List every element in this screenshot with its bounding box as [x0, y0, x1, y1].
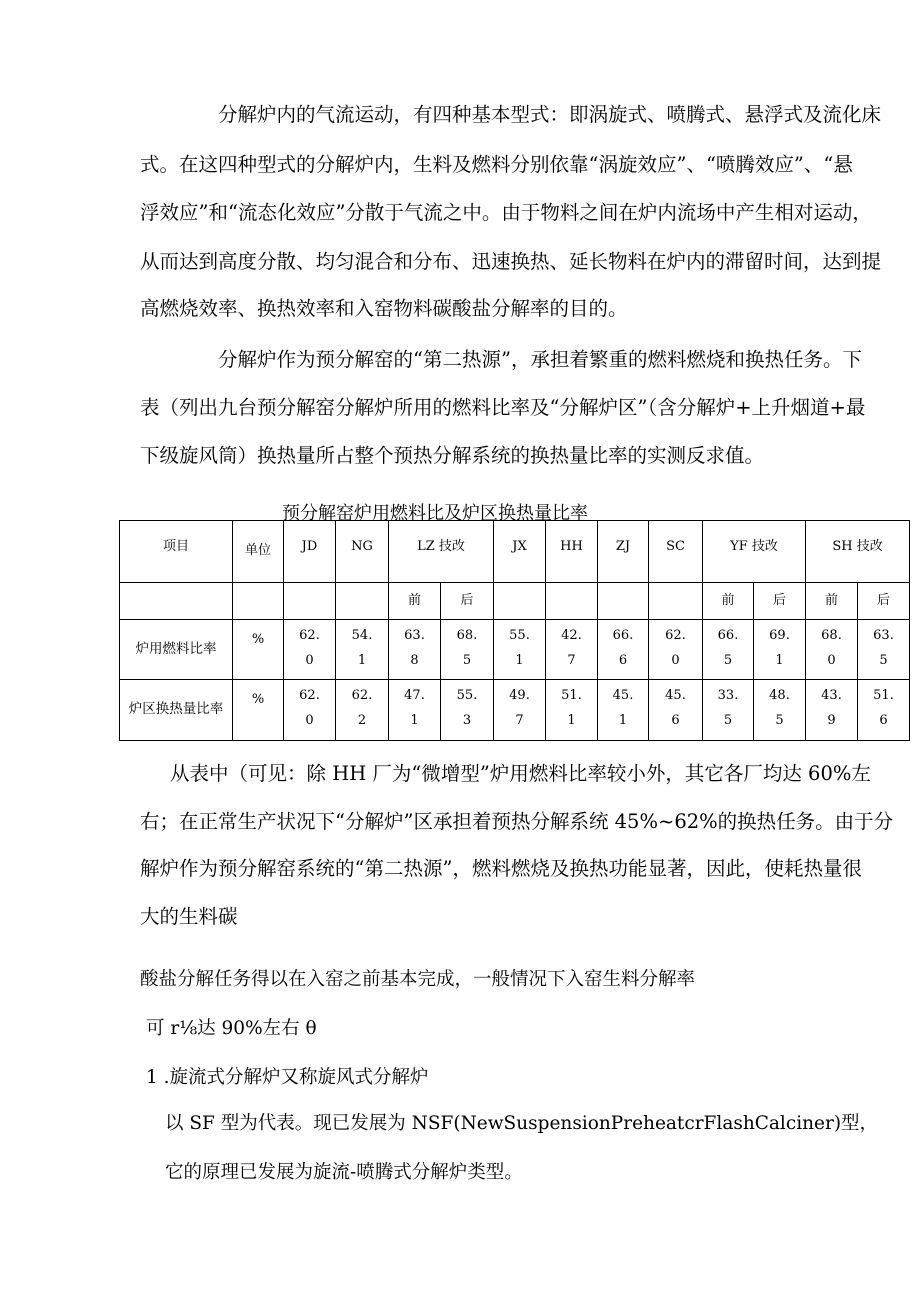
value-cell: 55. 1	[494, 620, 546, 680]
table-header-row	[120, 521, 920, 583]
paragraph3-line-4: 大的生料碳	[140, 905, 238, 928]
sub-empty	[649, 583, 703, 620]
value-cell: 48. 5	[754, 680, 806, 741]
paragraph4-line-1: 酸盐分解任务得以在入窑之前基本完成，一般情况下入窑生料分解率	[140, 969, 696, 990]
section-heading: 1 .旋流式分解炉又称旋风式分解炉	[146, 1067, 429, 1088]
sub-empty	[494, 583, 546, 620]
sub-empty	[284, 583, 336, 620]
paragraph3-line-3: 解炉作为预分解窑系统的“第二热源”，燃料燃烧及换热功能显著，因此，使耗热量很	[140, 857, 862, 880]
sub-empty	[546, 583, 598, 620]
value-cell: 49. 7	[494, 680, 546, 741]
value-cell: 69. 1	[754, 620, 806, 680]
sub-empty	[598, 583, 649, 620]
value-cell: 55. 3	[441, 680, 494, 741]
header-plant-yf: YF 技改	[703, 521, 806, 583]
header-plant-ng: NG	[336, 521, 389, 583]
paragraph3-line-2: 右；在正常生产状况下“分解炉”区承担着预热分解系统 45%~62%的换热任务。由于分	[140, 810, 894, 833]
value-cell: 54. 1	[336, 620, 389, 680]
value-cell: 62. 0	[284, 620, 336, 680]
paragraph1-line-2: 式。在这四种型式的分解炉内，生料及燃料分别依靠“涡旋效应”、“喷腾效应”、“悬	[140, 153, 853, 176]
paragraph1-line-5: 高燃烧效率、换热效率和入窑物料碳酸盐分解率的目的。	[140, 297, 628, 320]
value-cell: 62. 0	[649, 620, 703, 680]
data-table	[119, 520, 920, 741]
header-plant-sh: SH 技改	[806, 521, 910, 583]
header-plant-hh: HH	[546, 521, 598, 583]
value-cell: 45. 6	[649, 680, 703, 741]
sub-empty	[336, 583, 389, 620]
value-cell: 51. 1	[546, 680, 598, 741]
value-cell: 42. 7	[546, 620, 598, 680]
section-line-1: 以 SF 型为代表。现已发展为 NSF(NewSuspensionPreheatcrFlashCalciner)型，	[165, 1113, 879, 1134]
value-cell: 68. 5	[441, 620, 494, 680]
sub-before-yf: 前	[703, 583, 754, 620]
table-row-fuel	[120, 620, 920, 680]
value-cell: 45. 1	[598, 680, 649, 741]
value-cell: 63. 8	[389, 620, 441, 680]
header-unit: 单位	[233, 521, 284, 583]
value-cell: 68. 0	[806, 620, 858, 680]
row-label: 炉区换热量比率	[120, 680, 233, 741]
value-cell: 66. 6	[598, 620, 649, 680]
row-label: 炉用燃料比率	[120, 620, 233, 680]
paragraph1-line-3: 浮效应”和“流态化效应”分散于气流之中。由于物料之间在炉内流场中产生相对运动，	[140, 201, 872, 224]
section-line-2: 它的原理已发展为旋流-喷腾式分解炉类型。	[165, 1162, 523, 1183]
header-plant-jx: JX	[494, 521, 546, 583]
paragraph2-line-1: 分解炉作为预分解窑的“第二热源”，承担着繁重的燃料燃烧和换热任务。下	[218, 348, 862, 371]
table-caption: 预分解窑炉用燃料比及炉区换热量比率	[282, 503, 588, 524]
row-unit: %	[233, 680, 284, 741]
header-plant-lz: LZ 技改	[389, 521, 494, 583]
value-cell: 47. 1	[389, 680, 441, 741]
table-subheader-row	[120, 583, 920, 620]
paragraph1-line-4: 从而达到高度分散、均匀混合和分布、迅速换热、延长物料在炉内的滞留时间，达到提	[140, 250, 882, 273]
paragraph2-line-2: 表（列出九台预分解窑分解炉所用的燃料比率及“分解炉区”（含分解炉+上升烟道+最	[140, 396, 866, 419]
value-cell: 33. 5	[703, 680, 754, 741]
sub-after-yf: 后	[754, 583, 806, 620]
sub-after-lz: 后	[441, 583, 494, 620]
table-row-heat	[120, 680, 920, 741]
sub-empty	[233, 583, 284, 620]
header-plant-jd: JD	[284, 521, 336, 583]
row-unit: %	[233, 620, 284, 680]
sub-after-sh: 后	[858, 583, 910, 620]
value-cell: 66. 5	[703, 620, 754, 680]
sub-empty	[120, 583, 233, 620]
value-cell: 43. 9	[806, 680, 858, 741]
value-cell: 62. 2	[336, 680, 389, 741]
value-cell: 63. 5	[858, 620, 910, 680]
header-plant-sc: SC	[649, 521, 703, 583]
paragraph1-line-1: 分解炉内的气流运动，有四种基本型式：即涡旋式、喷腾式、悬浮式及流化床	[218, 103, 882, 126]
paragraph3-line-1: 从表中（可见：除 HH 厂为“微增型”炉用燃料比率较小外，其它各厂均达 60%左	[170, 762, 871, 785]
header-plant-zj: ZJ	[598, 521, 649, 583]
value-cell: 51. 6	[858, 680, 910, 741]
header-item: 项目	[120, 521, 233, 583]
paragraph2-line-3: 下级旋风筒）换热量所占整个预热分解系统的换热量比率的实测反求值。	[140, 444, 765, 467]
paragraph4-line-2: 可 r⅛达 90%左右 θ	[146, 1018, 317, 1039]
value-cell: 62. 0	[284, 680, 336, 741]
sub-before-sh: 前	[806, 583, 858, 620]
sub-before-lz: 前	[389, 583, 441, 620]
